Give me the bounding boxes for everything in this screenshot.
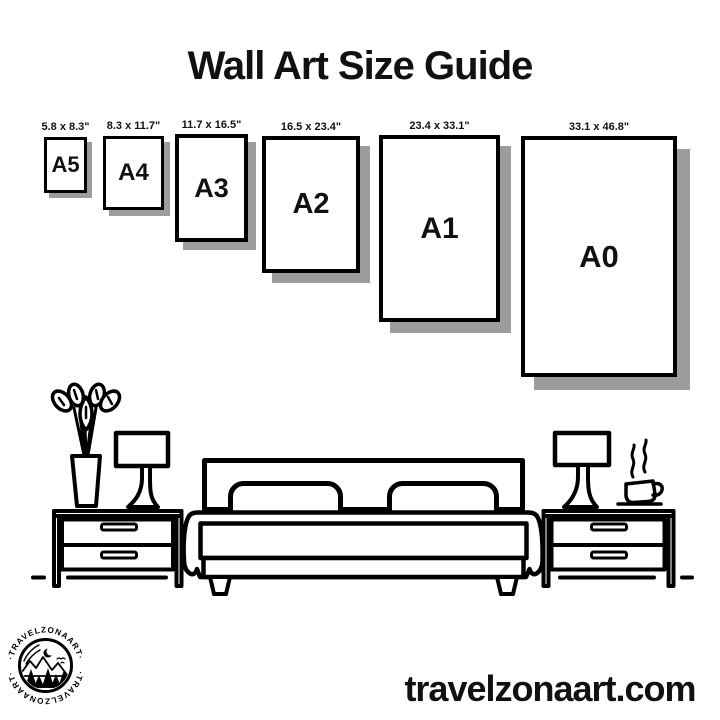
drawer-handle: [592, 524, 627, 530]
drawer-handle: [102, 552, 137, 558]
lamp-shade: [555, 433, 609, 465]
table-lamp-right-icon: [555, 433, 609, 507]
size-letter: A4: [118, 159, 149, 186]
page-title: Wall Art Size Guide: [187, 44, 533, 88]
bed-base: [204, 558, 524, 577]
bed-leg-right: [497, 577, 517, 594]
size-dimensions-label: 33.1 x 46.8": [568, 121, 630, 133]
size-dimensions-label: 11.7 x 16.5": [181, 119, 242, 131]
lamp-stem: [564, 465, 597, 507]
bedroom-illustration: [0, 380, 720, 605]
size-letter: A3: [194, 172, 229, 203]
table-lamp-left-icon: [116, 433, 168, 507]
paper-size-a0: [521, 121, 677, 377]
size-dimensions-label: 23.4 x 33.1": [409, 120, 470, 132]
bed-leg-left: [210, 577, 230, 594]
steam: [632, 440, 646, 477]
nightstand-left-icon: [54, 511, 182, 586]
vase-plant-icon: [49, 382, 124, 506]
vase: [72, 456, 100, 506]
paper-size-a1: [379, 120, 500, 322]
paper-size-a3: [175, 119, 248, 242]
mattress: [201, 524, 527, 559]
brand-logo: [4, 624, 87, 707]
paper-size-a5: [41, 121, 90, 193]
lamp-stem: [128, 466, 158, 507]
size-dimensions-label: 16.5 x 23.4": [280, 121, 342, 133]
paper-size-a4: [103, 120, 164, 210]
size-dimensions-label: 8.3 x 11.7": [106, 120, 161, 132]
drawer-handle: [592, 552, 627, 558]
coffee-cup-icon: [618, 440, 662, 504]
size-letter: A2: [292, 188, 330, 220]
logo-ring-text-top: ·TRAVELZONAART·: [6, 625, 85, 661]
size-dimensions-label: 5.8 x 8.3": [41, 121, 90, 133]
size-letter: A1: [420, 211, 459, 245]
size-letter: A5: [51, 152, 80, 177]
logo-ring-text-bottom: ·TRAVELZONAART·: [6, 670, 85, 706]
lamp-shade: [116, 433, 168, 466]
bed-icon: [184, 461, 543, 595]
nightstand-right-icon: [544, 511, 674, 586]
website-url: travelzonaart.com: [404, 668, 696, 709]
drawer-handle: [102, 524, 137, 530]
cup: [626, 481, 655, 503]
paper-size-a2: [262, 121, 360, 273]
size-letter: A0: [579, 239, 619, 274]
